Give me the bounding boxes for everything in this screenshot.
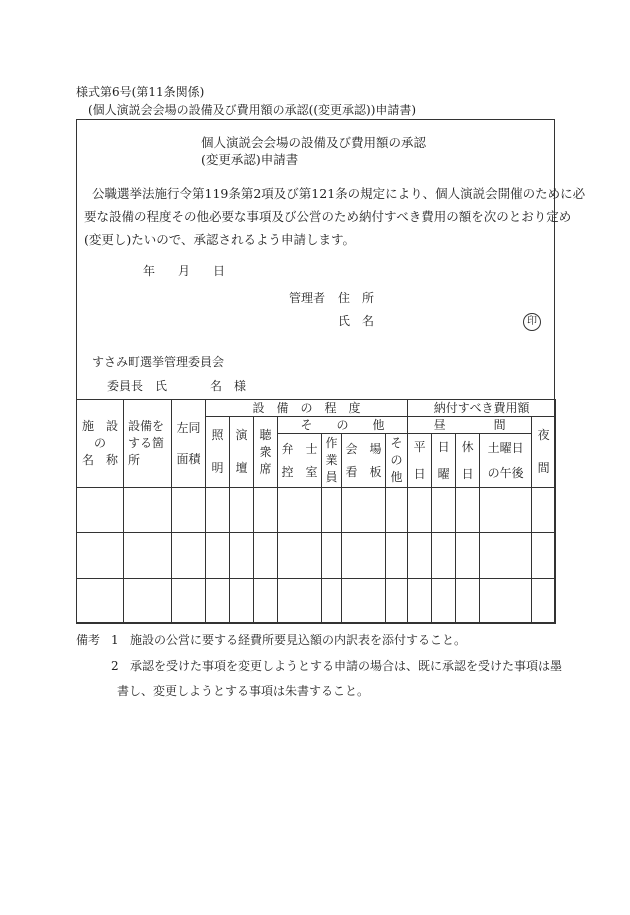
table-row (77, 579, 556, 624)
name-label: 氏 名 (338, 314, 375, 328)
note-2-text-b: 書し、変更しようとする事項は朱書すること。 (117, 684, 370, 698)
equipment-degree-header: 設 備 の 程 度 (206, 400, 408, 417)
daytime-header: 昼 間 (408, 417, 532, 434)
form-title: (個人演説会会場の設備及び費用額の承認((変更承認))申請書) (88, 103, 417, 117)
notes-label: 備考 (76, 633, 101, 647)
note-1-number: 1 (111, 633, 119, 647)
col-lighting: 照 明 (206, 417, 230, 488)
body-line-2: 要な設備の程度その他必要な事項及び公営のため納付すべき費用の額を次のとおり定め (84, 209, 572, 224)
note-2-text-a: 承認を受けた事項を変更しようとする申請の場合は、既に承認を受けた事項は墨 (130, 659, 563, 673)
col-night: 夜 間 (532, 417, 556, 488)
doc-title-line1: 個人演説会会場の設備及び費用額の承認 (201, 135, 427, 150)
col-area: 左同 面積 (172, 400, 206, 488)
col-equipment-place: 設備を する箇 所 (124, 400, 172, 488)
chair-name-label: 名 様 (210, 379, 247, 393)
date-year: 年 (143, 264, 156, 278)
other-group-header: そ の 他 (278, 417, 408, 434)
body-line-1: 公職選挙法施行令第119条第2項及び第121条の規定により、個人演説会開催のために必 (92, 186, 586, 201)
col-sunday: 日 曜 (432, 434, 456, 488)
date-day: 日 (213, 264, 226, 278)
chair-label: 委員長 氏 (107, 379, 168, 393)
seal-mark: 印 (523, 313, 541, 331)
note-1-text: 施設の公営に要する経費所要見込額の内訳表を添付すること。 (130, 633, 467, 647)
col-stage: 演 壇 (230, 417, 254, 488)
committee-name: すさみ町選挙管理委員会 (92, 355, 225, 369)
col-staff: 作 業 員 (322, 434, 342, 488)
equipment-fee-table (76, 399, 556, 624)
body-line-3: (変更し)たいので、承認されるよう申請します。 (84, 232, 356, 247)
col-holiday: 休 日 (456, 434, 480, 488)
table-row (77, 533, 556, 579)
table-row (77, 488, 556, 533)
address-label: 住 所 (338, 291, 375, 305)
date-month: 月 (178, 264, 191, 278)
col-waiting-room: 弁 士 控 室 (278, 434, 322, 488)
col-misc: そ の 他 (386, 434, 408, 488)
doc-title-line2: (変更承認)申請書 (201, 152, 299, 167)
manager-label: 管理者 (289, 291, 326, 305)
col-saturday-pm: 土曜日 の午後 (480, 434, 532, 488)
col-facility-name: 施 設 の 名 称 (77, 400, 124, 488)
form-number: 様式第6号(第11条関係) (76, 85, 205, 99)
col-weekday: 平 日 (408, 434, 432, 488)
fee-header: 納付すべき費用額 (408, 400, 556, 417)
col-audience: 聴 衆 席 (254, 417, 278, 488)
note-2-number: 2 (111, 659, 119, 673)
col-venue-sign: 会 場 看 板 (342, 434, 386, 488)
